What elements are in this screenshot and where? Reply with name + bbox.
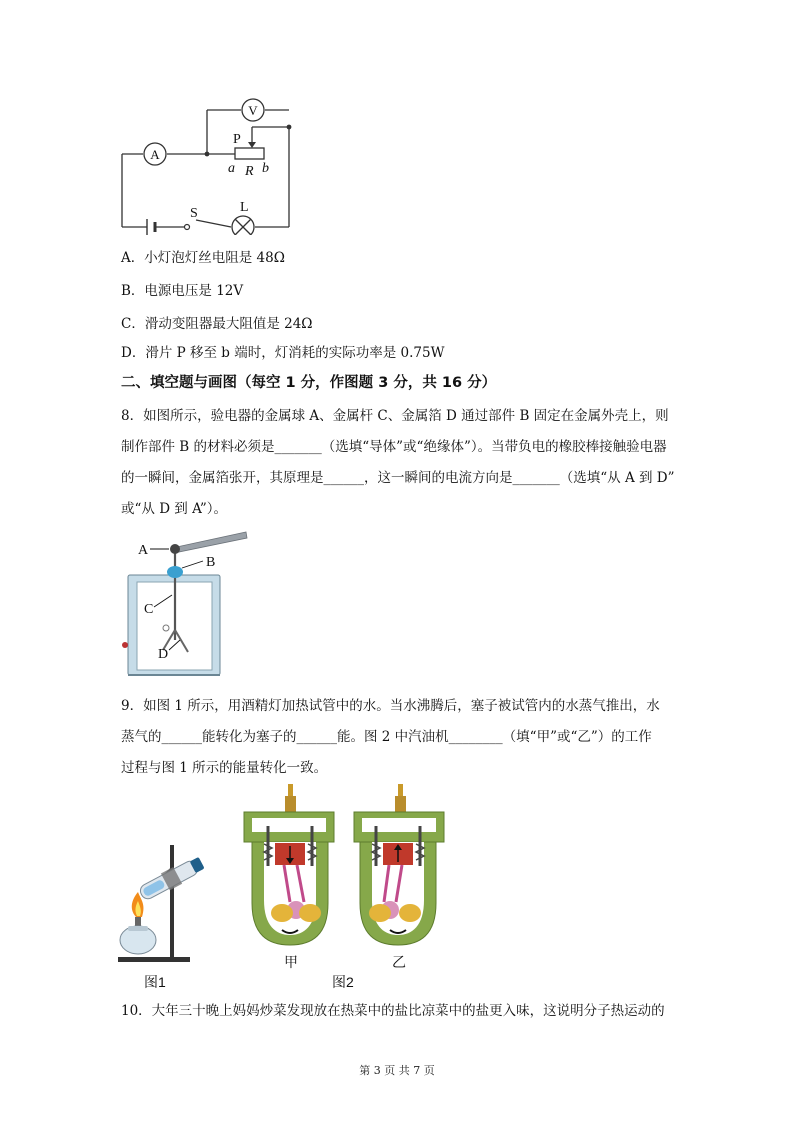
electroscope-label-c: C — [144, 602, 154, 617]
lamp-icon — [232, 216, 254, 235]
electroscope-figure — [118, 528, 258, 683]
option-a: A．小灯泡灯丝电阻是 48Ω — [121, 250, 285, 266]
q10-line-1: 10．大年三十晚上妈妈炒菜发现放在热菜中的盐比凉菜中的盐更入味，这说明分子热运动的 — [121, 1003, 665, 1019]
circuit-diagram — [110, 90, 310, 235]
q8-line-3: 的一瞬间，金属箔张开，其原理是______，这一瞬间的电流方向是_______（选填“从 A 到 D” — [121, 470, 675, 486]
q8-line-4: 或“从 D 到 A”）。 — [121, 501, 228, 517]
electroscope-label-a: A — [138, 543, 149, 558]
fig2-engine-yi — [348, 783, 448, 948]
fig2-engine-jia — [236, 783, 336, 948]
ammeter-label: A — [150, 147, 160, 162]
rheostat-end-b: b — [262, 161, 269, 176]
option-b: B．电源电压是 12V — [121, 283, 244, 299]
q9-line-3: 过程与图 1 所示的能量转化一致。 — [121, 760, 328, 776]
q9-line-1: 9．如图 1 所示，用酒精灯加热试管中的水。当水沸腾后，塞子被试管内的水蒸气推出，水 — [121, 698, 660, 714]
rheostat-end-a: a — [228, 161, 235, 176]
electroscope-label-b: B — [206, 555, 216, 570]
rheostat-label: R — [245, 164, 254, 179]
q8-line-1: 8．如图所示，验电器的金属球 A、金属杆 C、金属箔 D 通过部件 B 固定在金属外壳上，则 — [121, 408, 669, 424]
fig1-caption: 图1 — [144, 974, 166, 990]
fig2-label-yi: 乙 — [392, 954, 406, 970]
voltmeter-label: V — [248, 103, 258, 118]
option-d: D．滑片 P 移至 b 端时，灯消耗的实际功率是 0.75W — [121, 345, 445, 361]
switch-label: S — [190, 206, 198, 221]
fig2-caption: 图2 — [332, 974, 354, 990]
fig1-test-tube-heating — [110, 840, 220, 968]
option-c: C．滑动变阻器最大阻值是 24Ω — [121, 316, 313, 332]
page-footer: 第 3 页 共 7 页 — [359, 1064, 435, 1077]
section-title: 二、填空题与画图（每空 1 分，作图题 3 分，共 16 分） — [121, 375, 497, 391]
q9-line-2: 蒸气的______能转化为塞子的______能。图 2 中汽油机________（填“甲”或“乙”）的工作 — [121, 729, 652, 745]
slider-label: P — [233, 132, 241, 147]
lamp-label: L — [240, 200, 249, 215]
electroscope-label-d: D — [158, 647, 169, 662]
fig2-label-jia: 甲 — [284, 954, 298, 970]
q8-line-2: 制作部件 B 的材料必须是_______（选填“导体”或“绝缘体”）。当带负电的橡胶棒接触验电器 — [121, 439, 667, 455]
